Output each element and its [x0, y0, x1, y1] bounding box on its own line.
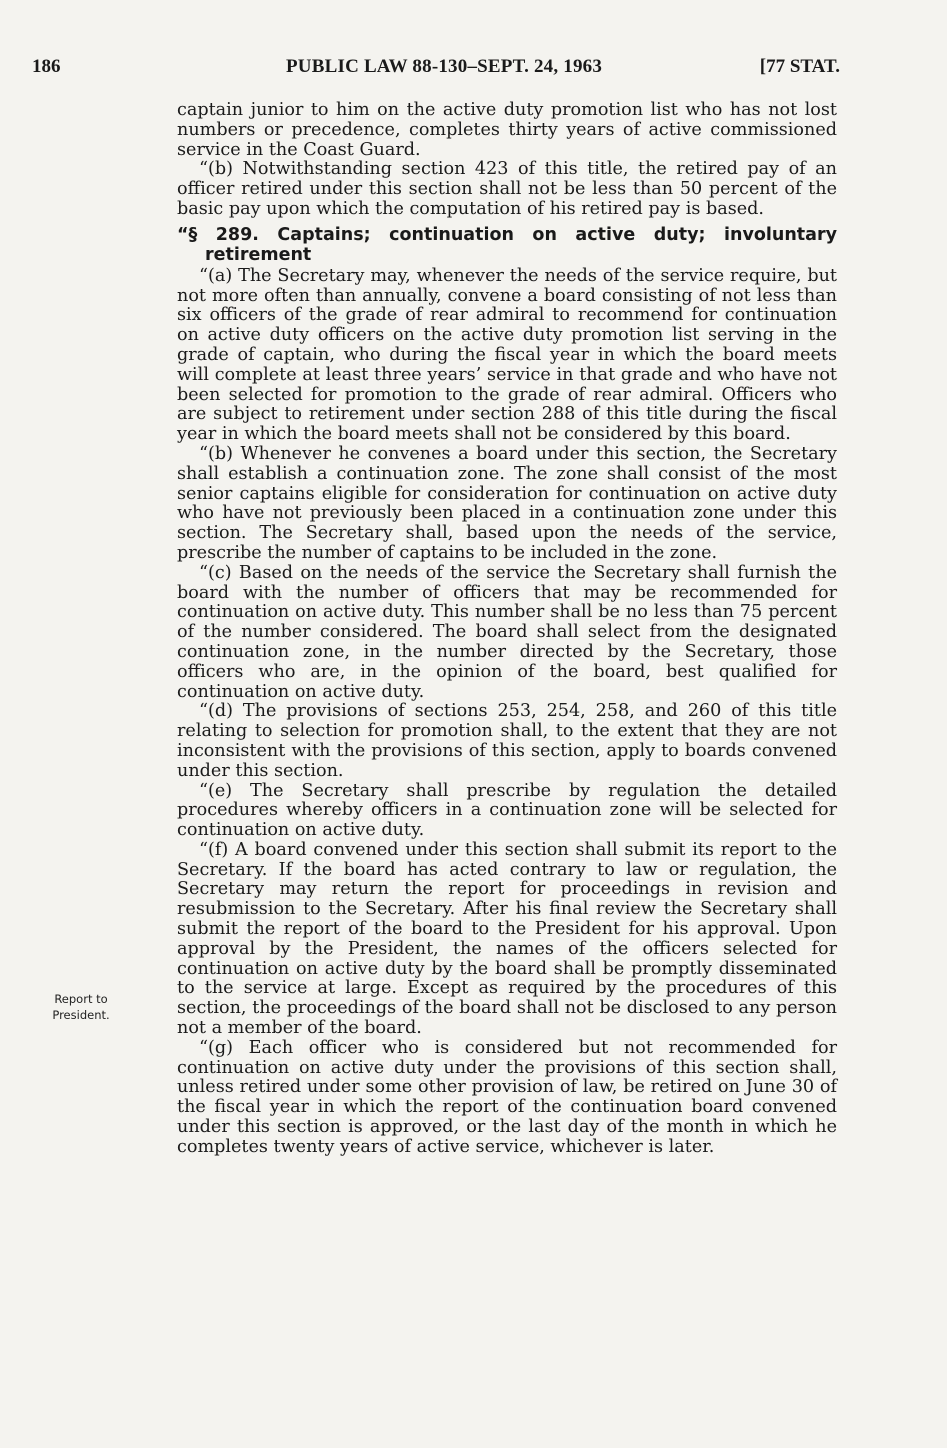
section-heading [177, 225, 837, 265]
section-heading-line-2: retirement [205, 244, 312, 265]
running-head: PUBLIC LAW 88-130–SEPT. 24, 1963 [286, 56, 603, 77]
margin-note [36, 991, 126, 1023]
subsection-a: “(a) The Secretary may, whenever the needs of the service require, but not more often than annually, convene a board consisting of not less than six officers of the grade of rear admiral to recommend for continuation on active duty officers on the active duty promotion list serving in the grade of captain, who during the fiscal year in which the board meets will complete at least three years’ service in that grade and who have not been selected for promotion to the grade of rear admiral. Officers who are subject to retirement under section 288 of this title during the fiscal year in which the board meets shall not be considered by this board. [177, 265, 837, 445]
subsection-f: “(f) A board convened under this section shall submit its report to the Secretary. If the board has acted contrary to law or regulation, the Secretary may return the report for proceedings in revision and resubmission to the Secretary. After his final review the Secretary shall submit the report of the board to the President for his approval. Upon approval by the President, the names of the officers selected for continuation on active duty by the board shall be promptly disseminated to the service at large. Except as required by the procedures of this section, the proceedings of the board shall not be disclosed to any person not a member of the board. [177, 839, 837, 1039]
subsection-e: “(e) The Secretary shall prescribe by regulation the detailed procedures whereby officers in a continuation zone will be selected for continuation on active duty. [177, 780, 837, 841]
subsection-d: “(d) The provisions of sections 253, 254, 258, and 260 of this title relating to selection for promotion shall, to the extent that they are not inconsistent with the provisions of this section, apply to boards convened under this section. [177, 701, 837, 781]
subsection-b: “(b) Whenever he convenes a board under this section, the Secretary shall establish a continuation zone. The zone shall consist of the most senior captains eligible for consideration for continuation on active duty who have not previously been placed in a continuation zone under this section. The Secretary shall, based upon the needs of the service, prescribe the number of captains to be included in the zone. [177, 443, 837, 563]
margin-note-line-1: Report to [54, 992, 108, 1006]
volume-reference: [77 STAT. [759, 56, 840, 77]
paragraph-continuation: captain junior to him on the active duty promotion list who has not lost numbers or precedence, completes thirty years of active commissioned service in the Coast Guard. [177, 100, 837, 160]
page-number: 186 [32, 56, 61, 77]
section-heading-line-1: “§ 289. Captains; continuation on active duty; involuntary [177, 224, 837, 245]
subsection-c: “(c) Based on the needs of the service the Secretary shall furnish the board with the number of officers that may be recommended for continuation on active duty. This number shall be no less than 75 percent of the number considered. The board shall select from the designated continuation zone, in the number directed by the Secretary, those officers who are, in the opinion of the board, best qualified for continuation on active duty. [177, 562, 837, 702]
body-text [177, 101, 837, 1158]
margin-note-line-2: President. [52, 1008, 110, 1022]
page-header [32, 56, 840, 86]
subsection-g: “(g) Each officer who is considered but not recommended for continuation on active duty under the provisions of this section shall, unless retired under some other provision of law, be retired on June 30 of the fiscal year in which the report of the continuation board convened under this section is approved, or the last day of the month in which he completes twenty years of active service, whichever is later. [177, 1037, 837, 1157]
paragraph-b-retired-pay: “(b) Notwithstanding section 423 of this title, the retired pay of an officer retired under this section shall not be less than 50 percent of the basic pay upon which the computation of his retired pay is based. [177, 159, 837, 219]
